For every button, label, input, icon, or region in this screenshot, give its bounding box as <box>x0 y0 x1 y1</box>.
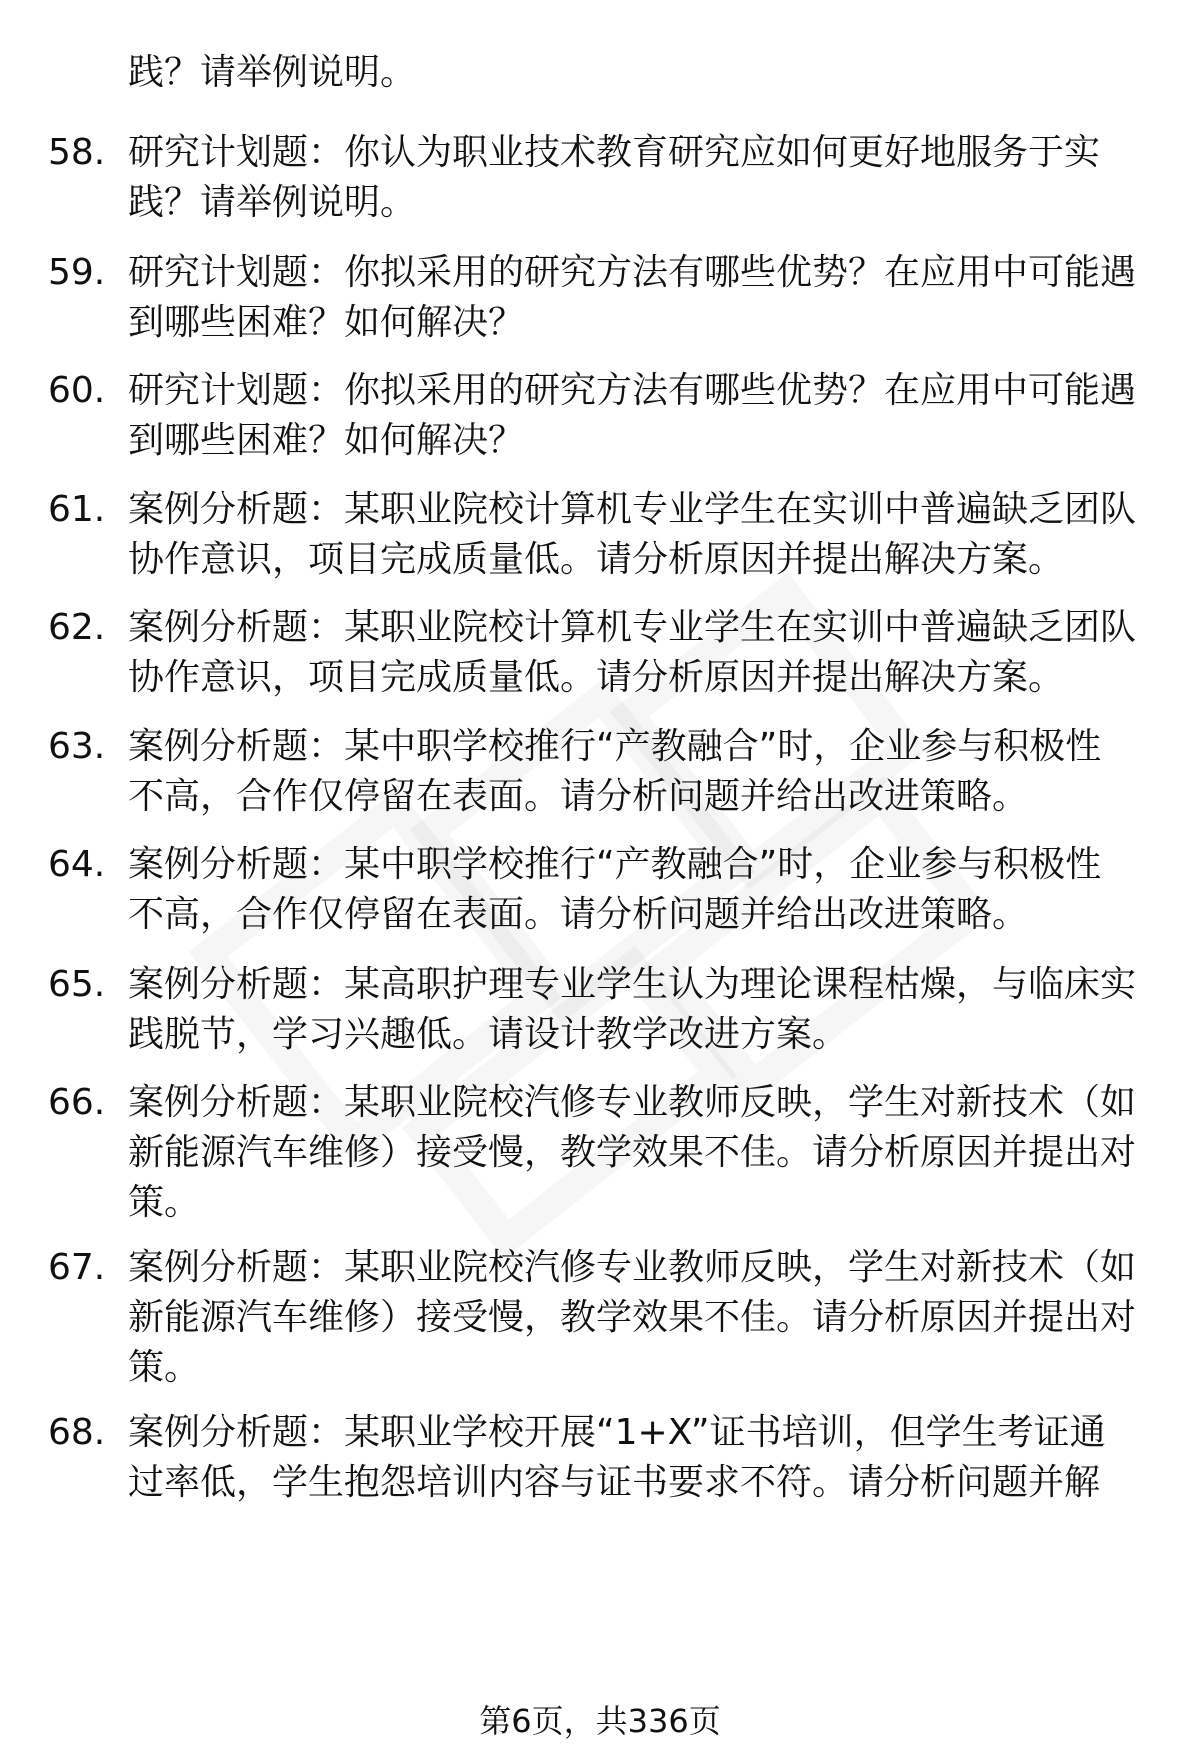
question-text: 研究计划题：你拟采用的研究方法有哪些优势？在应用中可能遇 到哪些困难？如何解决？ <box>128 370 1137 461</box>
question-text: 研究计划题：你拟采用的研究方法有哪些优势？在应用中可能遇 到哪些困难？如何解决？ <box>128 252 1137 343</box>
question-text: 案例分析题：某职业院校计算机专业学生在实训中普遍缺乏团队 协作意识，项目完成质量低。请分析原因并提出解决方案。 <box>128 607 1137 698</box>
question-number: 58. <box>48 132 106 173</box>
question-number: 61. <box>48 489 106 530</box>
continued-question-text: 践？请举例说明。 <box>128 52 417 93</box>
question-text: 研究计划题：你认为职业技术教育研究应如何更好地服务于实 践？请举例说明。 <box>128 132 1101 223</box>
question-number: 68. <box>48 1412 106 1453</box>
page-footer: 第6页，共336页 <box>479 1702 721 1740</box>
question-number: 60. <box>48 370 106 411</box>
question-number: 59. <box>48 252 106 293</box>
question-number: 66. <box>48 1082 106 1123</box>
question-number: 65. <box>48 964 106 1005</box>
question-text: 案例分析题：某职业院校汽修专业教师反映，学生对新技术（如 新能源汽车维修）接受慢，教学效果不佳。请分析原因并提出对 策。 <box>128 1247 1137 1388</box>
question-text: 案例分析题：某高职护理专业学生认为理论课程枯燥，与临床实 践脱节，学习兴趣低。请设计教学改进方案。 <box>128 964 1137 1055</box>
question-text: 案例分析题：某职业院校汽修专业教师反映，学生对新技术（如 新能源汽车维修）接受慢，教学效果不佳。请分析原因并提出对 策。 <box>128 1082 1137 1223</box>
question-number: 62. <box>48 607 106 648</box>
question-text: 案例分析题：某职业学校开展“1+X”证书培训，但学生考证通 过率低，学生抱怨培训内容与证书要求不符。请分析问题并解 <box>128 1412 1106 1503</box>
question-text: 案例分析题：某中职学校推行“产教融合”时，企业参与积极性 不高，合作仅停留在表面。请分析问题并给出改进策略。 <box>128 844 1102 935</box>
question-text: 案例分析题：某职业院校计算机专业学生在实训中普遍缺乏团队 协作意识，项目完成质量低。请分析原因并提出解决方案。 <box>128 489 1137 580</box>
question-number: 63. <box>48 726 106 767</box>
question-number: 67. <box>48 1247 106 1288</box>
question-number: 64. <box>48 844 106 885</box>
question-text: 案例分析题：某中职学校推行“产教融合”时，企业参与积极性 不高，合作仅停留在表面。请分析问题并给出改进策略。 <box>128 726 1102 817</box>
